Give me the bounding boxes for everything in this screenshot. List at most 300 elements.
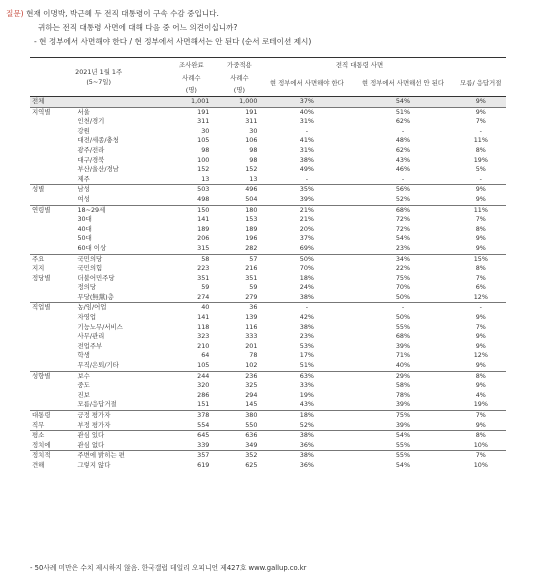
- opt2-value-cell: 55%: [395, 440, 411, 449]
- opt2-value-cell: 54%: [350, 97, 455, 108]
- opt3-value-cell: 9%: [475, 341, 486, 350]
- category-cell: 평소: [30, 431, 73, 441]
- table-row: [30, 411, 506, 421]
- spacer-header: [456, 58, 506, 72]
- table-row: [30, 400, 506, 410]
- cases-header-1: 사례수: [182, 73, 201, 82]
- table-row: [30, 165, 506, 175]
- cases-done-cell: 274: [197, 292, 210, 301]
- group-cell: 남성: [73, 185, 167, 195]
- category-cell: 지역별: [30, 107, 73, 117]
- opt2-value-cell: 52%: [395, 194, 411, 203]
- table-row: [30, 225, 506, 235]
- table-row: [30, 274, 506, 284]
- period-sub-label: (5~7일): [86, 78, 111, 86]
- cases-done-cell: 64: [201, 351, 210, 360]
- cases-weighted-cell: 59: [249, 283, 258, 292]
- table-row: [30, 391, 506, 401]
- category-cell: [30, 165, 73, 175]
- cases-done-cell: 286: [197, 390, 210, 399]
- category-cell: [30, 215, 73, 225]
- opt1-value-cell: 40%: [263, 107, 350, 117]
- opt1-value-cell: -: [305, 126, 309, 135]
- cases-weighted-cell: 352: [215, 451, 263, 461]
- table-row: [30, 441, 506, 451]
- group-cell: 서울: [73, 107, 167, 117]
- group-cell: 60대 이상: [77, 243, 107, 252]
- table-row: [30, 146, 506, 156]
- cases-done-cell: 503: [167, 185, 215, 195]
- category-cell: [30, 234, 73, 244]
- cases-done-cell: 13: [201, 174, 210, 183]
- cases-done-cell: 141: [197, 215, 210, 224]
- group-cell: 학생: [77, 351, 90, 360]
- cases-done-cell: 191: [167, 107, 215, 117]
- cases-done-cell: 59: [201, 283, 210, 292]
- table-row: [30, 351, 506, 361]
- opt2-value-cell: 68%: [395, 332, 411, 341]
- table-row: [30, 303, 506, 313]
- group-cell: 더불어민주당: [77, 273, 115, 282]
- opt3-value-cell: -: [456, 303, 506, 313]
- opt2-value-cell: 71%: [395, 351, 411, 360]
- opt3-value-cell: 7%: [475, 117, 486, 126]
- opt3-header: 모름/ 응답거절: [456, 71, 506, 97]
- opt2-value-cell: 39%: [395, 420, 411, 429]
- opt3-value-cell: 9%: [475, 361, 486, 370]
- cases-done-cell: 105: [197, 136, 210, 145]
- opt3-value-cell: 12%: [473, 292, 488, 301]
- category-cell: [30, 146, 73, 156]
- opt2-value-cell: 55%: [395, 322, 411, 331]
- group-cell: 국민의힘: [77, 264, 103, 273]
- table-row: [30, 136, 506, 146]
- group-cell: 30대: [77, 215, 92, 224]
- opt2-value-cell: 29%: [350, 371, 455, 381]
- opt2-value-cell: 72%: [395, 224, 411, 233]
- table-row: [30, 323, 506, 333]
- table-row: [30, 244, 506, 254]
- cases-weighted-cell: 13: [249, 174, 258, 183]
- opt2-value-cell: 54%: [395, 460, 411, 469]
- category-cell: [30, 332, 73, 342]
- opt1-value-cell: 42%: [299, 313, 314, 322]
- opt3-value-cell: 11%: [473, 136, 488, 145]
- cases-done-cell: 357: [167, 451, 215, 461]
- table-row: [30, 127, 506, 137]
- opt3-value-cell: 8%: [475, 145, 486, 154]
- opt3-value-cell: 8%: [475, 224, 486, 233]
- cases-weighted-cell: 180: [215, 205, 263, 215]
- cases-done-cell: 645: [167, 431, 215, 441]
- question-text: 현재 이명박, 박근혜 두 전직 대통령이 구속 수감 중입니다.: [26, 9, 219, 18]
- cases-header-2: 사례수: [230, 73, 249, 82]
- opt1-value-cell: 39%: [299, 194, 314, 203]
- category-cell: [30, 117, 73, 127]
- cases-weighted-cell: 106: [245, 136, 258, 145]
- category-cell: [30, 351, 73, 361]
- group-cell: 사무/관리: [77, 332, 105, 341]
- group-cell: 자영업: [77, 313, 96, 322]
- opt2-value-cell: 43%: [395, 155, 411, 164]
- group-cell: 대구/경북: [77, 155, 105, 164]
- table-row: [30, 283, 506, 293]
- opt1-header: 현 정부에서 사면해야 한다: [263, 71, 350, 97]
- cases-weighted-cell: 116: [245, 322, 258, 331]
- group-cell: 부정 평가자: [77, 420, 111, 429]
- table-row: [30, 175, 506, 185]
- opt2-value-cell: 39%: [395, 400, 411, 409]
- unit-header-1: (명): [167, 84, 215, 97]
- category-cell: [30, 244, 73, 254]
- cases-weighted-cell: 102: [245, 361, 258, 370]
- cases-done-cell: 151: [197, 400, 210, 409]
- opt1-value-cell: 20%: [299, 224, 314, 233]
- opt3-value-cell: 7%: [456, 411, 506, 421]
- opt2-value-cell: 56%: [350, 185, 455, 195]
- category-cell: [30, 361, 73, 371]
- opt2-value-cell: 62%: [395, 145, 411, 154]
- cases-weighted-cell: 380: [215, 411, 263, 421]
- table-row: [30, 234, 506, 244]
- opt3-value-cell: 4%: [475, 390, 486, 399]
- opt1-value-cell: 35%: [263, 185, 350, 195]
- opt3-value-cell: 11%: [456, 205, 506, 215]
- group-cell: 18~29세: [73, 205, 167, 215]
- table-row: [30, 293, 506, 303]
- question-tag: 질문): [6, 9, 24, 18]
- cases-weighted-cell: 139: [245, 313, 258, 322]
- table-row: [30, 264, 506, 274]
- cases-weighted-cell: 1,000: [215, 97, 263, 108]
- cases-done-cell: 378: [167, 411, 215, 421]
- group-cell: 무당(無黨)층: [77, 292, 114, 301]
- opt2-value-cell: 75%: [350, 411, 455, 421]
- cases-done-cell: 554: [197, 420, 210, 429]
- cases-weighted-cell: 311: [245, 117, 258, 126]
- period-label: 2021년 1월 1주: [75, 68, 123, 76]
- opt3-value-cell: 8%: [456, 371, 506, 381]
- opt3-value-cell: 5%: [475, 165, 486, 174]
- cases-done-cell: 351: [197, 273, 210, 282]
- cases-weighted-cell: 349: [245, 440, 258, 449]
- opt3-value-cell: 8%: [456, 431, 506, 441]
- opt1-value-cell: 23%: [299, 332, 314, 341]
- category-cell: [30, 342, 73, 352]
- period-header: [30, 58, 167, 97]
- opt3-value-cell: 6%: [475, 283, 486, 292]
- category-cell: 직무: [32, 420, 45, 429]
- opt3-value-cell: 9%: [475, 243, 486, 252]
- opt3-value-cell: 19%: [473, 155, 488, 164]
- opt3-value-cell: 10%: [473, 460, 488, 469]
- cases-weighted-cell: 325: [245, 381, 258, 390]
- category-cell: 정치에: [32, 440, 51, 449]
- category-cell: [30, 391, 73, 401]
- category-cell: [30, 195, 73, 205]
- group-cell: 강원: [77, 126, 90, 135]
- opt2-value-cell: 70%: [395, 283, 411, 292]
- cases-weighted-cell: 333: [245, 332, 258, 341]
- cases-done-cell: 40: [167, 303, 215, 313]
- opt1-value-cell: 18%: [299, 273, 314, 282]
- cases-weighted-cell: 98: [249, 145, 258, 154]
- opt1-value-cell: 38%: [299, 155, 314, 164]
- cases-weighted-cell: 30: [249, 126, 258, 135]
- table-row: [30, 421, 506, 431]
- category-cell: 전체: [30, 97, 73, 108]
- opt1-value-cell: 21%: [299, 215, 314, 224]
- opt3-value-cell: 12%: [473, 351, 488, 360]
- cases-done-cell: 152: [197, 165, 210, 174]
- cases-done-cell: 118: [197, 322, 210, 331]
- category-cell: 주요: [30, 254, 73, 264]
- opt3-value-cell: 8%: [475, 264, 486, 273]
- table-row: [30, 332, 506, 342]
- opt1-value-cell: 49%: [299, 165, 314, 174]
- opt3-value-cell: 15%: [456, 254, 506, 264]
- opt1-value-cell: 37%: [263, 97, 350, 108]
- opt3-value-cell: 7%: [475, 273, 486, 282]
- opt2-value-cell: 39%: [395, 341, 411, 350]
- group-cell: 관심 있다: [73, 431, 167, 441]
- opt1-value-cell: 63%: [263, 371, 350, 381]
- group-cell: 제주: [77, 174, 90, 183]
- group-cell: 국민의당: [73, 254, 167, 264]
- cases-weighted-cell: 279: [245, 292, 258, 301]
- table-row: [30, 254, 506, 264]
- cases-done-cell: 150: [167, 205, 215, 215]
- category-cell: 직업별: [30, 303, 73, 313]
- opt1-value-cell: 41%: [299, 136, 314, 145]
- cases-weighted-cell: 78: [249, 351, 258, 360]
- cases-done-cell: 30: [201, 126, 210, 135]
- opt1-value-cell: 18%: [263, 411, 350, 421]
- opt1-value-cell: -: [263, 303, 350, 313]
- opt1-value-cell: 50%: [263, 254, 350, 264]
- done-header: 조사완료: [167, 58, 215, 72]
- table-row: [30, 156, 506, 166]
- opt1-value-cell: 51%: [299, 361, 314, 370]
- group-cell: 모름/응답거절: [77, 400, 117, 409]
- table-row: [30, 195, 506, 205]
- group-cell: 전업주부: [77, 341, 103, 350]
- opt1-value-cell: 19%: [299, 390, 314, 399]
- cases-done-cell: 244: [167, 371, 215, 381]
- results-table: [30, 57, 506, 471]
- opt1-value-cell: 70%: [299, 264, 314, 273]
- table-row: [30, 342, 506, 352]
- group-cell: 인천/경기: [77, 117, 105, 126]
- table-row: [30, 431, 506, 441]
- group-cell: 대전/세종/충청: [77, 136, 119, 145]
- table-row: [30, 313, 506, 323]
- group-cell: 진보: [77, 390, 90, 399]
- cases-done-cell: 311: [197, 117, 210, 126]
- opt2-value-cell: 50%: [395, 313, 411, 322]
- group-cell: 광주/전라: [77, 145, 105, 154]
- opt2-value-cell: 50%: [395, 292, 411, 301]
- opt1-value-cell: 52%: [299, 420, 314, 429]
- opt1-value-cell: 17%: [299, 351, 314, 360]
- opt2-value-cell: 72%: [395, 215, 411, 224]
- table-row: [30, 215, 506, 225]
- opt2-value-cell: 40%: [395, 361, 411, 370]
- cases-weighted-cell: 57: [215, 254, 263, 264]
- opt2-value-cell: 48%: [395, 136, 411, 145]
- opt3-value-cell: 10%: [473, 440, 488, 449]
- table-row: [30, 185, 506, 195]
- cases-weighted-cell: 282: [245, 243, 258, 252]
- opt3-value-cell: 9%: [475, 332, 486, 341]
- cases-done-cell: 320: [197, 381, 210, 390]
- opt2-value-cell: 55%: [350, 451, 455, 461]
- cases-weighted-cell: 191: [215, 107, 263, 117]
- cases-done-cell: 105: [197, 361, 210, 370]
- category-cell: [30, 400, 73, 410]
- group-header: 전직 대통령 사면: [263, 58, 455, 72]
- weighted-header: 가중적용: [215, 58, 263, 72]
- opt1-value-cell: 33%: [299, 381, 314, 390]
- cases-weighted-cell: 196: [245, 234, 258, 243]
- cases-weighted-cell: 294: [245, 390, 258, 399]
- group-cell: 그렇지 않다: [77, 460, 111, 469]
- cases-done-cell: 1,001: [167, 97, 215, 108]
- cases-done-cell: 98: [201, 145, 210, 154]
- category-cell: 대통령: [30, 411, 73, 421]
- group-cell: 중도: [77, 381, 90, 390]
- opt3-value-cell: -: [479, 174, 482, 183]
- opt2-value-cell: 54%: [350, 431, 455, 441]
- table-row: [30, 461, 506, 471]
- opt1-value-cell: 38%: [263, 431, 350, 441]
- group-cell: 농/임/어업: [73, 303, 167, 313]
- group-cell: 40대: [77, 224, 92, 233]
- cases-done-cell: 619: [197, 460, 210, 469]
- opt1-value-cell: 21%: [263, 205, 350, 215]
- opt1-value-cell: 38%: [299, 322, 314, 331]
- cases-weighted-cell: 504: [245, 194, 258, 203]
- opt2-value-cell: 23%: [395, 243, 411, 252]
- cases-weighted-cell: 36: [215, 303, 263, 313]
- cases-weighted-cell: 153: [245, 215, 258, 224]
- table-row: [30, 361, 506, 371]
- category-cell: [30, 293, 73, 303]
- opt1-value-cell: 37%: [299, 234, 314, 243]
- opt3-value-cell: 19%: [473, 400, 488, 409]
- category-cell: 성향별: [30, 371, 73, 381]
- cases-done-cell: 498: [197, 194, 210, 203]
- group-cell: 기능노무/서비스: [77, 322, 123, 331]
- cases-weighted-cell: 351: [245, 273, 258, 282]
- cases-weighted-cell: 636: [215, 431, 263, 441]
- cases-done-cell: 58: [167, 254, 215, 264]
- opt1-value-cell: 36%: [299, 440, 314, 449]
- cases-weighted-cell: 145: [245, 400, 258, 409]
- category-cell: 정치적: [30, 451, 73, 461]
- opt3-value-cell: 9%: [475, 234, 486, 243]
- opt3-value-cell: 7%: [475, 215, 486, 224]
- opt1-value-cell: 31%: [299, 145, 314, 154]
- question-line-1: [6, 8, 219, 19]
- group-cell: 보수: [73, 371, 167, 381]
- opt3-value-cell: 9%: [456, 107, 506, 117]
- cases-weighted-cell: 496: [215, 185, 263, 195]
- category-cell: [30, 313, 73, 323]
- cases-weighted-cell: 550: [245, 420, 258, 429]
- opt1-value-cell: 53%: [299, 341, 314, 350]
- opt2-value-cell: 34%: [350, 254, 455, 264]
- opt2-value-cell: 58%: [395, 381, 411, 390]
- opt2-header: 현 정부에서 사면해선 안 된다: [350, 71, 455, 97]
- cases-weighted-cell: 201: [245, 341, 258, 350]
- opt1-value-cell: 24%: [299, 283, 314, 292]
- group-cell: [73, 97, 167, 108]
- opt2-value-cell: 22%: [395, 264, 411, 273]
- opt3-value-cell: -: [479, 126, 482, 135]
- opt3-value-cell: 9%: [475, 381, 486, 390]
- opt2-value-cell: 46%: [395, 165, 411, 174]
- group-cell: 50대: [77, 234, 92, 243]
- opt3-value-cell: 7%: [456, 451, 506, 461]
- cases-done-cell: 223: [197, 264, 210, 273]
- cases-done-cell: 100: [197, 155, 210, 164]
- cases-done-cell: 339: [197, 440, 210, 449]
- cases-done-cell: 189: [197, 224, 210, 233]
- results-body: [30, 97, 506, 471]
- opt3-value-cell: 9%: [456, 185, 506, 195]
- group-cell: 정의당: [77, 283, 96, 292]
- category-cell: [30, 283, 73, 293]
- table-row: [30, 205, 506, 215]
- category-cell: [30, 175, 73, 185]
- cases-weighted-cell: 189: [245, 224, 258, 233]
- table-row: [30, 107, 506, 117]
- category-cell: [30, 156, 73, 166]
- opt2-value-cell: 54%: [395, 234, 411, 243]
- opt3-value-cell: 9%: [475, 194, 486, 203]
- cases-done-cell: 206: [197, 234, 210, 243]
- opt1-value-cell: 38%: [299, 292, 314, 301]
- group-cell: 관심 없다: [77, 440, 105, 449]
- opt2-value-cell: 62%: [395, 117, 411, 126]
- cases-weighted-cell: 98: [249, 155, 258, 164]
- cases-done-cell: 210: [197, 341, 210, 350]
- cases-weighted-cell: 236: [215, 371, 263, 381]
- question-line-2: 귀하는 전직 대통령 사면에 대해 다음 중 어느 의견이십니까?: [38, 23, 238, 32]
- table-row: [30, 97, 506, 108]
- group-cell: 긍정 평가자: [73, 411, 167, 421]
- category-cell: [30, 323, 73, 333]
- table-row: [30, 451, 506, 461]
- group-cell: 부산/울산/경남: [77, 165, 119, 174]
- opt3-value-cell: 7%: [475, 322, 486, 331]
- category-cell: [30, 127, 73, 137]
- opt2-value-cell: -: [401, 126, 405, 135]
- footnote: - 50사례 미만은 수치 제시하지 않음. 한국갤럽 데일리 오피니언 제427호 www.gallup.co.kr: [30, 564, 307, 572]
- table-row: [30, 371, 506, 381]
- opt1-value-cell: 38%: [263, 451, 350, 461]
- cases-weighted-cell: 625: [245, 460, 258, 469]
- cases-weighted-cell: 216: [245, 264, 258, 273]
- group-cell: 주변에 밝히는 편: [73, 451, 167, 461]
- opt3-value-cell: 9%: [456, 97, 506, 108]
- opt2-value-cell: 78%: [395, 390, 411, 399]
- opt3-value-cell: 9%: [475, 313, 486, 322]
- opt1-value-cell: -: [305, 174, 309, 183]
- opt1-value-cell: 43%: [299, 400, 314, 409]
- group-cell: 여성: [77, 194, 90, 203]
